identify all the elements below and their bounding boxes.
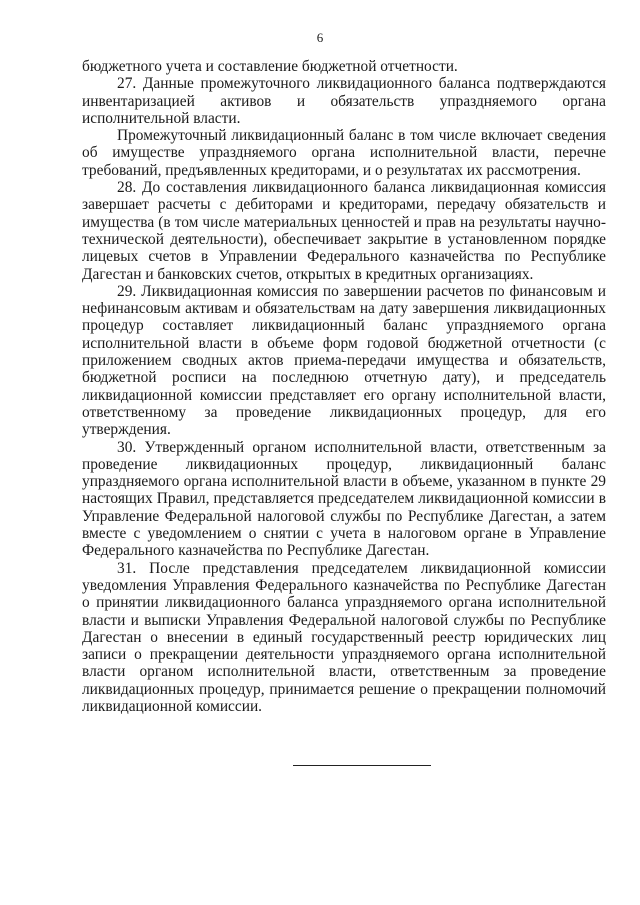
paragraph-27: 27. Данные промежуточного ликвидационного баланса подтверждаются инвентаризацией активов и обязательств упраздняемого органа исполнительной власти. [82,75,606,127]
document-body [82,58,606,715]
paragraph-29: 29. Ликвидационная комиссия по завершении расчетов по финансовым и нефинансовым активам и обязательствам на дату завершения ликвидационных процедур составляет ликвидационный баланс упраздняемого органа исполнительной власти в объеме форм годовой бюджетной отчетности (с приложением сводных актов приема-передачи имущества и обязательств, бюджетной росписи на последнюю отчетную дату), и председатель ликвидационной комиссии представляет его органу исполнительной власти, ответственному за проведение ликвидационных процедур, для его утверждения. [82,282,606,439]
paragraph-31: 31. После представления председателем ликвидационной комиссии уведомления Управления Федерального казначейства по Республике Дагестан о принятии ликвидационного баланса упраздняемого органа исполнительной власти и выписки Управления Федеральной налоговой службы по Республике Дагестан о внесении в единый государственный реестр юридических лиц записи о прекращении деятельности упраздняемого органа исполнительной власти органом исполнительной власти, ответственным за проведение ликвидационных процедур, принимается решение о прекращении полномочий ликвидационной комиссии. [82,559,606,715]
paragraph-continuation: бюджетного учета и составление бюджетной отчетности. [82,58,458,75]
paragraph-30: 30. Утвержденный органом исполнительной власти, ответственным за проведение ликвидационных процедур, ликвидационный баланс упраздняемого органа исполнительной власти в объеме, указанном в пункте 29 настоящих Правил, представляется председателем ликвидационной комиссии в Управление Федеральной налоговой службы по Республике Дагестан, а затем вместе с уведомлением о снятии с учета в налоговом органе в Управление Федерального казначейства по Республике Дагестан. [82,438,606,560]
paragraph-28: 28. До составления ликвидационного баланса ликвидационная комиссия завершает расчеты с дебиторами и кредиторами, передачу обязательств и имущества (в том числе материальных ценностей и прав на результаты научно-технической деятельности), обеспечивает закрытие в установленном порядке лицевых счетов в Управлении Федерального казначейства по Республике Дагестан и банковских счетов, открытых в кредитных организациях. [82,179,606,283]
page-number: 6 [316,30,324,45]
paragraph-27-continued: Промежуточный ликвидационный баланс в том числе включает сведения об имуществе упраздняемого органа исполнительной власти, перечне требований, предъявленных кредиторами, и о результатах их рассмотрения. [82,127,606,179]
end-separator-line [293,765,431,766]
